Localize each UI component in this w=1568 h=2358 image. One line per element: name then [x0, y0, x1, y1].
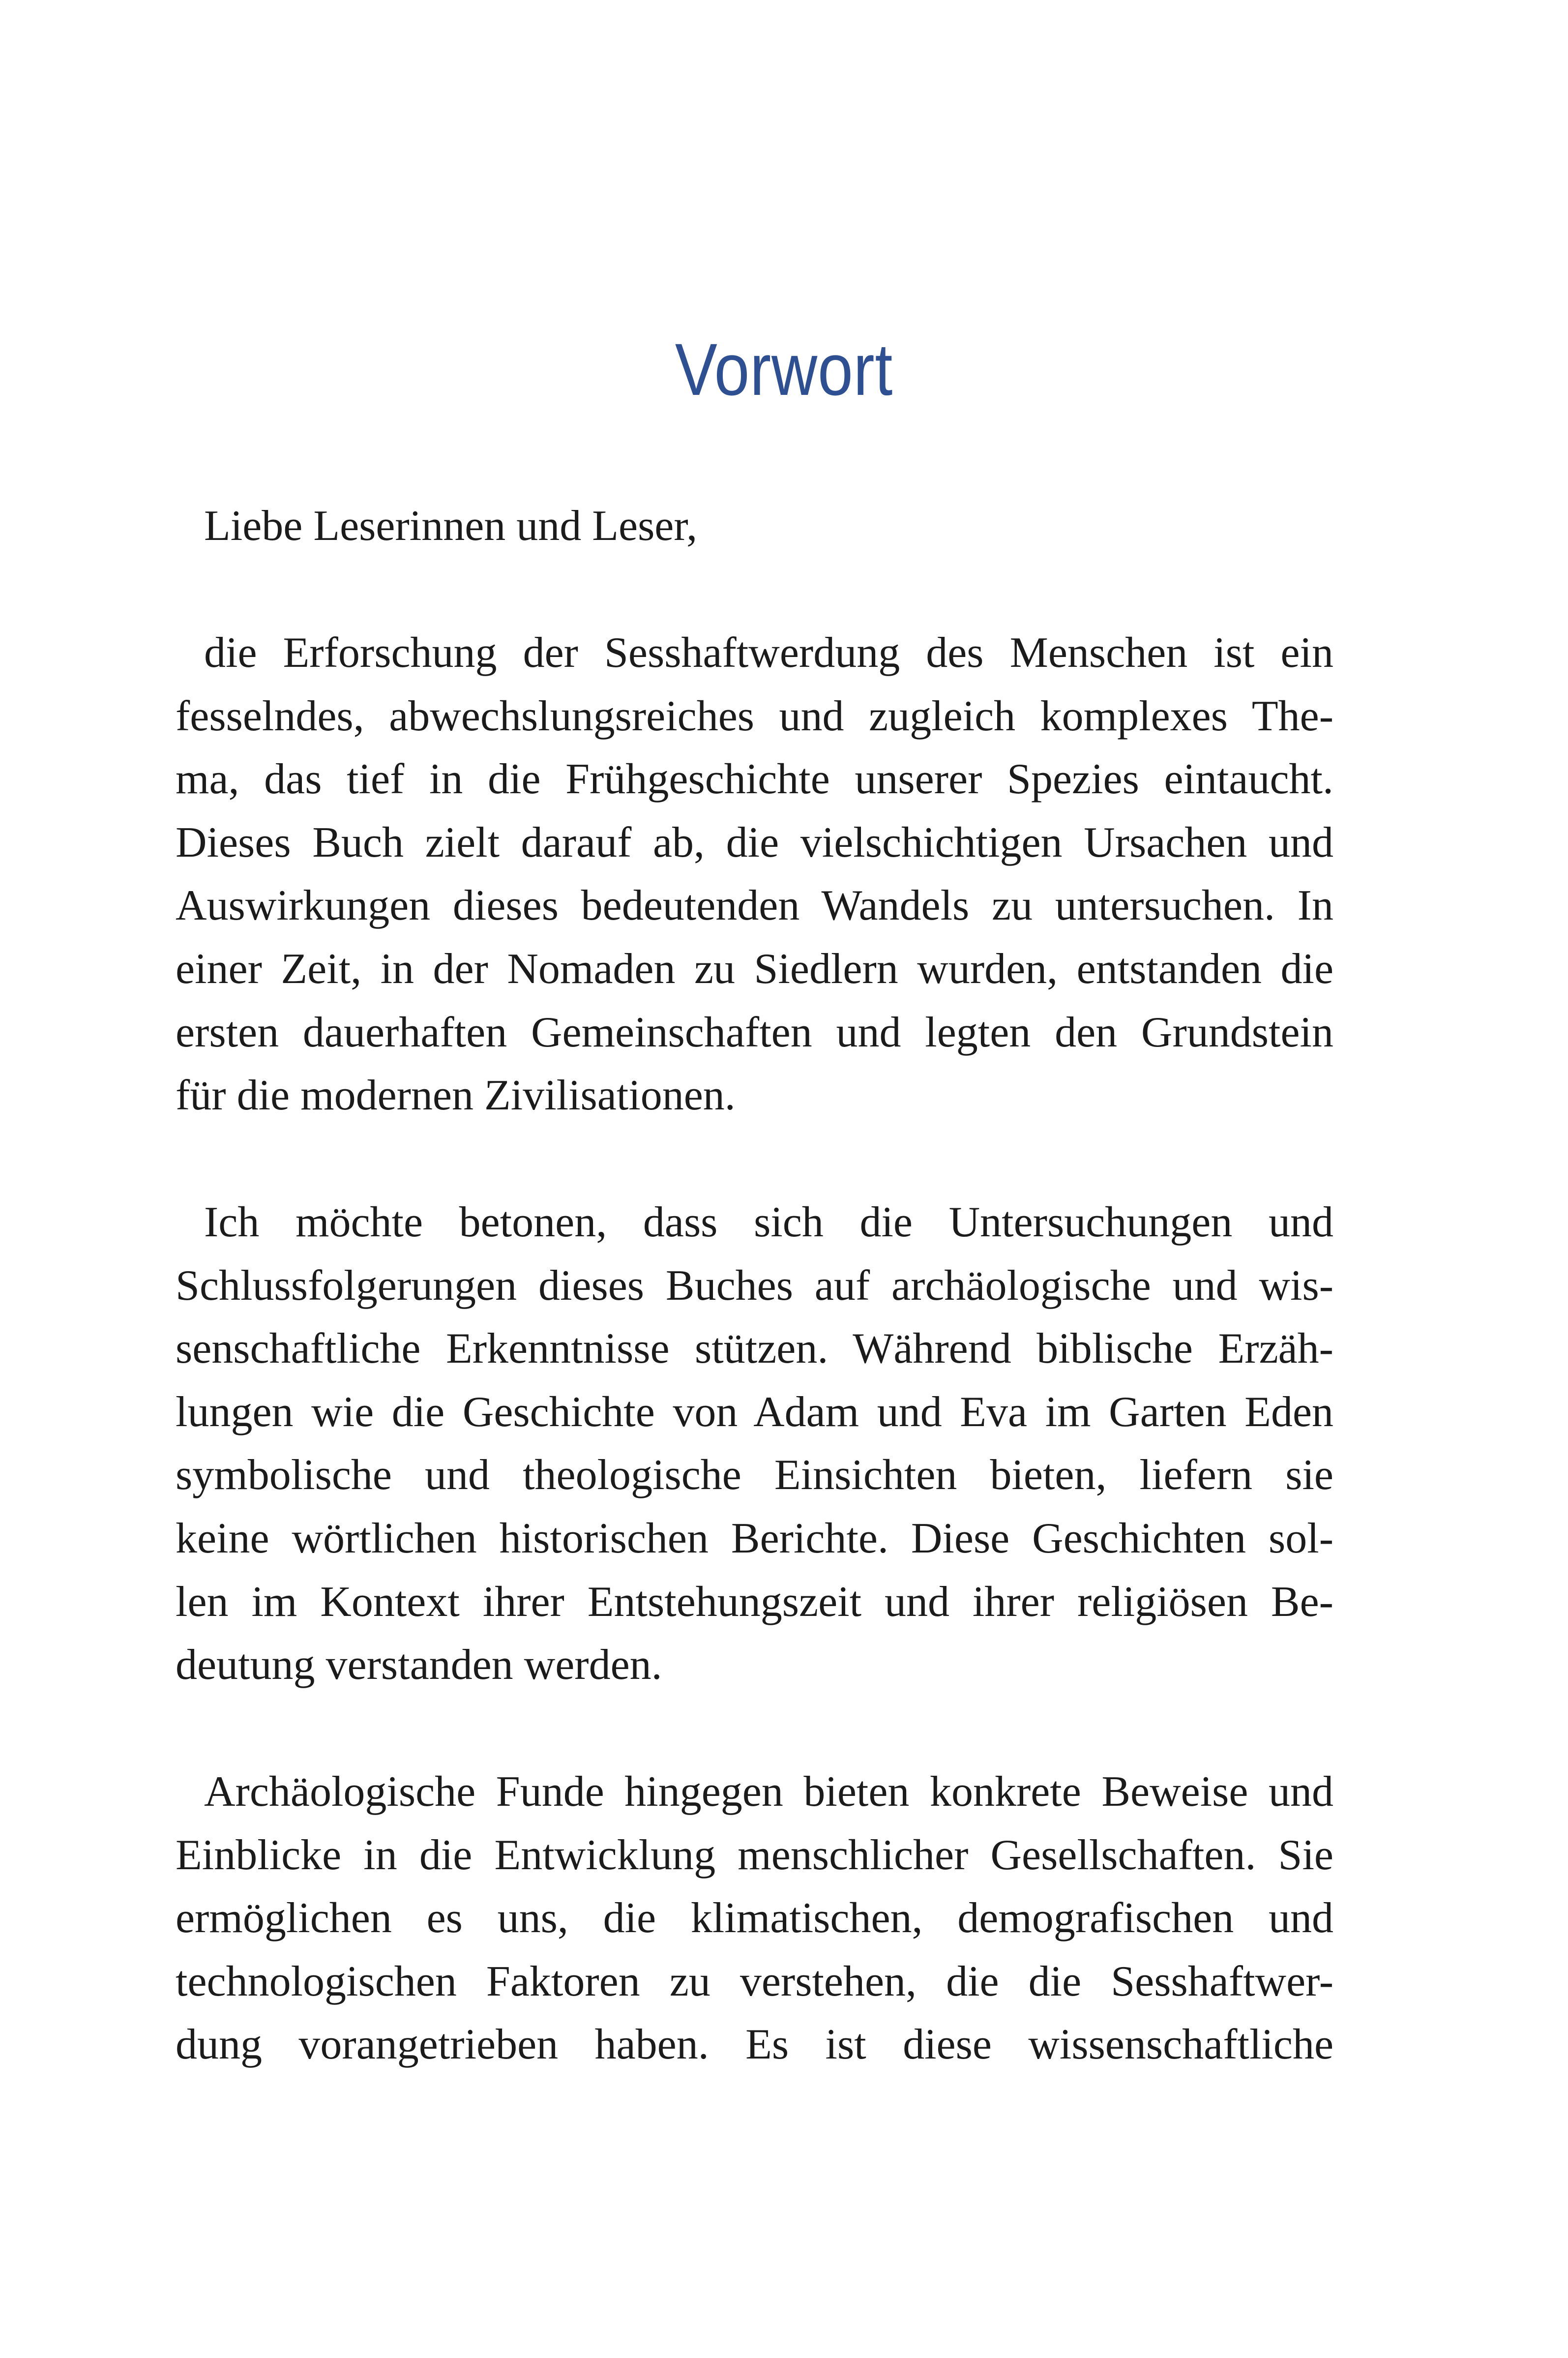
page-title: Vorwort	[675, 328, 893, 411]
text-line: technologischen Faktoren zu verstehen, die die Sesshaftwer-	[176, 1957, 1333, 2005]
text-line: len im Kontext ihrer Entstehungszeit und ihrer religiösen Be-	[176, 1578, 1333, 1626]
text-line: ma, das tief in die Frühgeschichte unserer Spezies eintaucht.	[176, 755, 1333, 804]
paragraph-3	[176, 1761, 1333, 2077]
text-line: ersten dauerhaften Gemeinschaften und legten den Grundstein	[176, 1008, 1333, 1056]
text-line: Ich möchte betonen, dass sich die Untersuchungen und	[204, 1198, 1333, 1246]
paragraph-1	[176, 622, 1333, 1128]
text-line: senschaftliche Erkenntnisse stützen. Während biblische Erzäh-	[176, 1325, 1333, 1373]
text-line: lungen wie die Geschichte von Adam und Eva im Garten Eden	[176, 1388, 1333, 1436]
text-line: Auswirkungen dieses bedeutenden Wandels zu untersuchen. In	[176, 882, 1333, 930]
text-line: fesselndes, abwechslungsreiches und zugleich komplexes The-	[176, 692, 1333, 740]
text-line: Dieses Buch zielt darauf ab, die vielschichtigen Ursachen und	[176, 818, 1333, 866]
text-line: Schlussfolgerungen dieses Buches auf archäologische und wis-	[176, 1261, 1333, 1310]
text-line: ermöglichen es uns, die klimatischen, demografischen und	[176, 1894, 1333, 1942]
text-line: Einblicke in die Entwicklung menschlicher Gesellschaften. Sie	[176, 1831, 1333, 1879]
salutation: Liebe Leserinnen und Leser,	[204, 502, 698, 550]
salutation-block	[176, 495, 1333, 558]
text-line: dung vorangetrieben haben. Es ist diese wissenschaftliche	[176, 2021, 1333, 2069]
text-line: einer Zeit, in der Nomaden zu Siedlern wurden, entstanden die	[176, 945, 1333, 993]
text-line: symbolische und theologische Einsichten bieten, liefern sie	[176, 1451, 1333, 1499]
text-line: keine wörtlichen historischen Berichte. Diese Geschichten sol-	[176, 1514, 1333, 1562]
text-line: deutung verstanden werden.	[176, 1641, 662, 1689]
text-line: die Erforschung der Sesshaftwerdung des Menschen ist ein	[204, 629, 1333, 677]
text-line: Archäologische Funde hingegen bieten konkrete Beweise und	[204, 1768, 1333, 1816]
text-line: für die modernen Zivilisationen.	[176, 1072, 736, 1120]
paragraph-2	[176, 1191, 1333, 1697]
